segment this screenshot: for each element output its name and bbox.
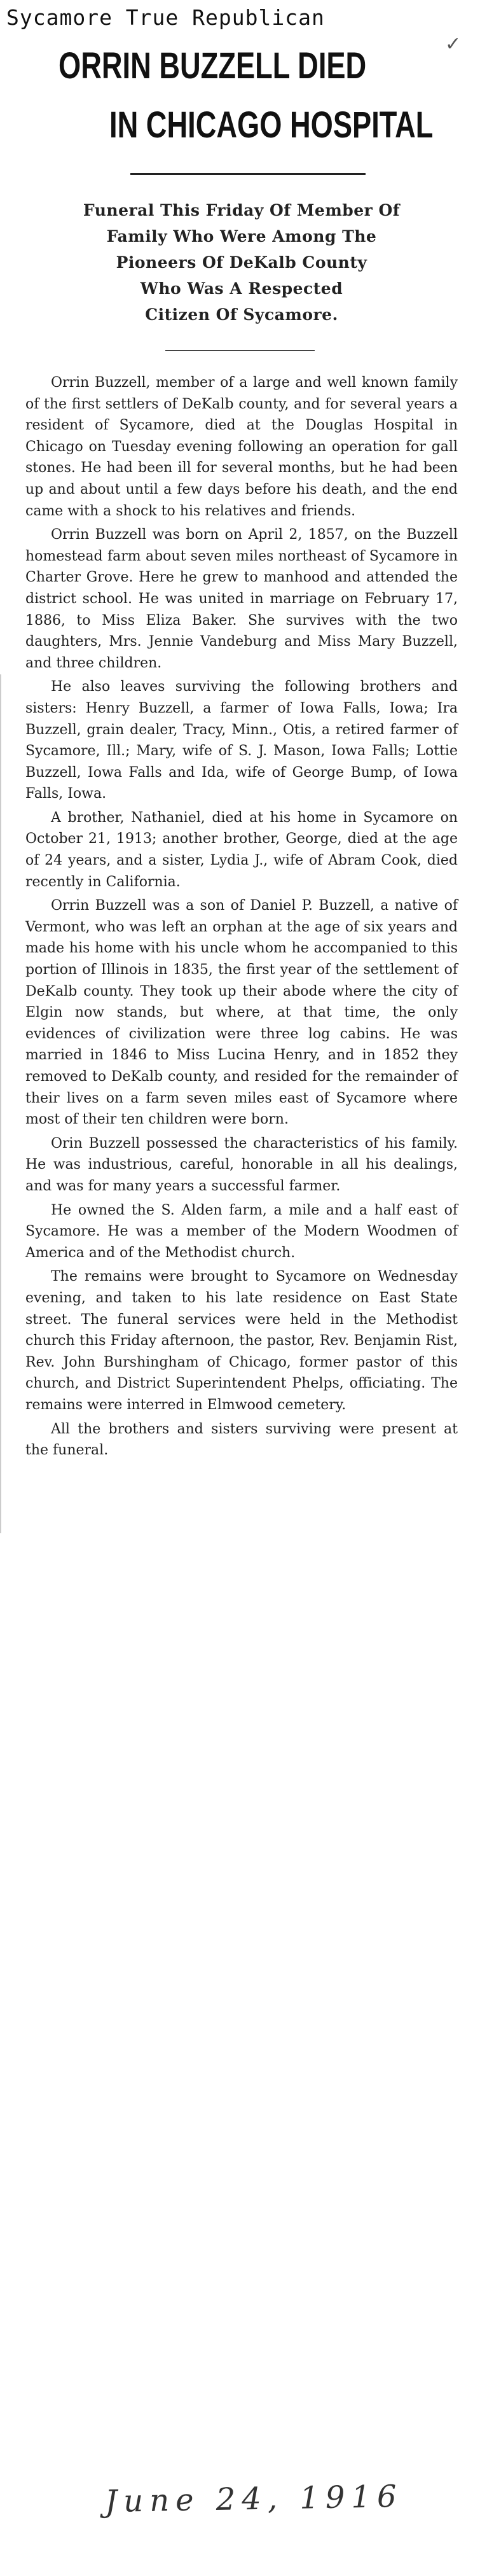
article-paragraph: A brother, Nathaniel, died at his home in Sycamore on October 21, 1913; another brother, George, died at the age of 24 years, and a sister, Lydia J., wife of Abram Cook, died recently in California. <box>25 809 458 890</box>
article-paragraph: Orrin Buzzell was born on April 2, 1857, on the Buzzell homestead farm about seven miles northeast of Sycamore in Charter Grove. Here he grew to manhood and attended the district school. He was united in marriage on February 17, 1886, to Miss Eliza Baker. She survives with the two daughters, Mrs. Jennie Vandeburg and Miss Mary Buzzell, and three children. <box>25 527 458 671</box>
subheadline-line: Who Was A Respected <box>140 279 343 298</box>
subheadline-line: Citizen Of Sycamore. <box>145 305 338 324</box>
subheadline-line: Funeral This Friday Of Member Of <box>83 201 401 219</box>
article-paragraph: He also leaves surviving the following brothers and sisters: Henry Buzzell, a farmer of Iowa Falls, Iowa; Ira Buzzell, grain dealer, Tracy, Minn., Otis, a retired farmer of Sycamore, Ill.; Mary, wife of S. J. Mason, Iowa Falls; Lottie Buzzell, Iowa Falls and Ida, wife of George Bump, of Iowa Falls, Iowa. <box>25 679 458 802</box>
subheadline-line: Family Who Were Among The <box>106 227 377 246</box>
article-body <box>25 372 458 1464</box>
subheadline <box>25 197 458 328</box>
headline-divider <box>130 173 366 175</box>
article-paragraph: All the brothers and sisters surviving were present at the funeral. <box>25 1421 458 1459</box>
subheadline-line: Pioneers Of DeKalb County <box>116 253 367 272</box>
scan-edge-shadow <box>0 674 1 1533</box>
article-paragraph: The remains were brought to Sycamore on Wednesday evening, and taken to his late residence on East State street. The funeral services were held in the Methodist church this Friday afternoon, the pastor, Rev. Benjamin Rist, Rev. John Burshingham of Chicago, former pastor of this church, and District Superintendent Phelps, officiating. The remains were interred in Elmwood cemetery. <box>25 1269 458 1413</box>
article-paragraph: He owned the S. Alden farm, a mile and a half east of Sycamore. He was a member of the Modern Woodmen of America and of the Methodist church. <box>25 1202 458 1261</box>
handwritten-date: June 24, 1916 <box>104 2478 403 2520</box>
check-mark-annotation: ✓ <box>445 33 462 55</box>
headline-line-1: ORRIN BUZZELL DIED <box>58 45 367 87</box>
subheadline-divider <box>165 350 315 351</box>
article-paragraph: Orrin Buzzell was a son of Daniel P. Buzzell, a native of Vermont, who was left an orphan at the age of six years and made his home with his uncle whom he accompanied to this portion of Illinois in 1835, the first year of the settlement of DeKalb county. They took up their abode where the city of Elgin now stands, but where, at that time, the only evidences of civilization were three log cabins. He was married in 1846 to Miss Lucina Henry, and in 1852 they removed to DeKalb county, and resided for the remainder of their lives on a farm seven miles east of Sycamore where most of their ten children were born. <box>25 898 458 1128</box>
newspaper-name: Sycamore True Republican <box>6 5 325 30</box>
article-paragraph: Orin Buzzell possessed the characteristics of his family. He was industrious, careful, honorable in all his dealings, and was for many years a successful farmer. <box>25 1135 458 1194</box>
headline-line-2: IN CHICAGO HOSPITAL <box>109 104 434 146</box>
article-paragraph: Orrin Buzzell, member of a large and well known family of the first settlers of DeKalb county, and for several years a resident of Sycamore, died at the Douglas Hospital in Chicago on Tuesday evening following an operation for gall stones. He had been ill for several months, but he had been up and about until a few days before his death, and the end came with a shock to his relatives and friends. <box>25 375 458 519</box>
